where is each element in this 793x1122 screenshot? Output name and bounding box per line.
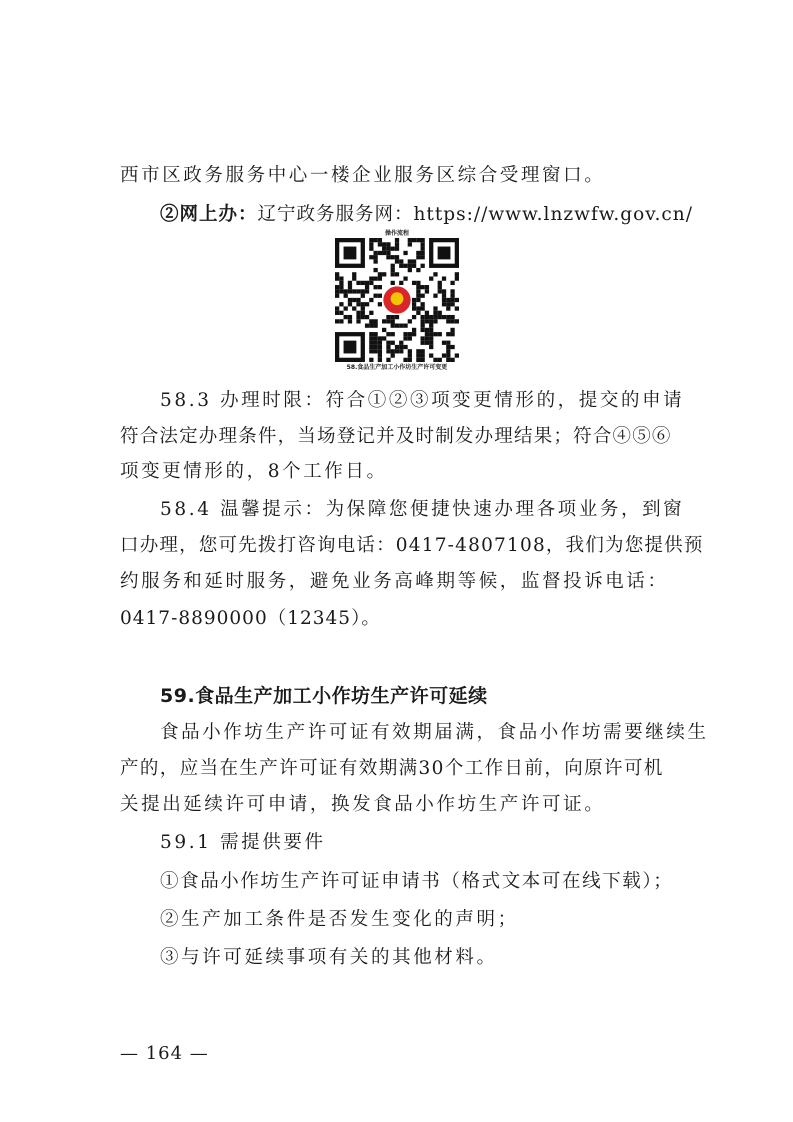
- online-service-label: ②网上办：: [160, 204, 258, 225]
- section-58-3-line-3: 项变更情形的，8个工作日。: [120, 461, 388, 482]
- online-service-url[interactable]: 辽宁政务服务网：https://www.lnzwfw.gov.cn/: [257, 204, 693, 225]
- section-59-line-3: 关提出延续许可申请，换发食品小作坊生产许可证。: [120, 794, 606, 815]
- online-service-line: [160, 202, 693, 228]
- text-line-1: 西市区政务服务中心一楼企业服务区综合受理窗口。: [120, 165, 606, 186]
- section-58-4-line-2: 口办理，您可先拨打咨询电话：0417-4807108，我们为您提供预: [120, 535, 704, 556]
- requirement-item-2: ②生产加工条件是否发生变化的声明；: [160, 909, 519, 930]
- requirement-item-3: ③与许可延续事项有关的其他材料。: [160, 947, 498, 968]
- section-58-3-line-1: 58.3 办理时限：符合①②③项变更情形的，提交的申请: [160, 390, 685, 411]
- section-59-line-1: 食品小作坊生产许可证有效期届满，食品小作坊需要继续生: [160, 722, 709, 743]
- section-58-4-line-1: 58.4 温馨提示：为保障您便捷快速办理各项业务，到窗: [160, 499, 685, 520]
- section-59-heading: 59.食品生产加工小作坊生产许可延续: [160, 685, 488, 707]
- section-59-1-heading: 59.1 需提供要件: [160, 832, 326, 853]
- qr-bottom-label: 58.食品生产加工小作坊生产许可变更: [346, 364, 448, 371]
- section-58-4-line-3: 约服务和延时服务，避免业务高峰期等候，监督投诉电话：: [120, 571, 669, 592]
- page-number: — 164 —: [120, 1043, 209, 1064]
- qr-code-block[interactable]: [330, 228, 464, 370]
- section-59-line-2: 产的，应当在生产许可证有效期满30个工作日前，向原许可机: [120, 758, 664, 779]
- section-58-4-line-4: 0417-8890000（12345）。: [120, 608, 381, 629]
- qr-code-with-emblem-icon[interactable]: [335, 238, 459, 362]
- section-58-3-line-2: 符合法定办理条件，当场登记并及时制发办理结果；符合④⑤⑥: [120, 426, 672, 447]
- qr-top-label: 操作流程: [384, 230, 409, 237]
- requirement-item-1: ①食品小作坊生产许可证申请书（格式文本可在线下载）；: [160, 871, 674, 892]
